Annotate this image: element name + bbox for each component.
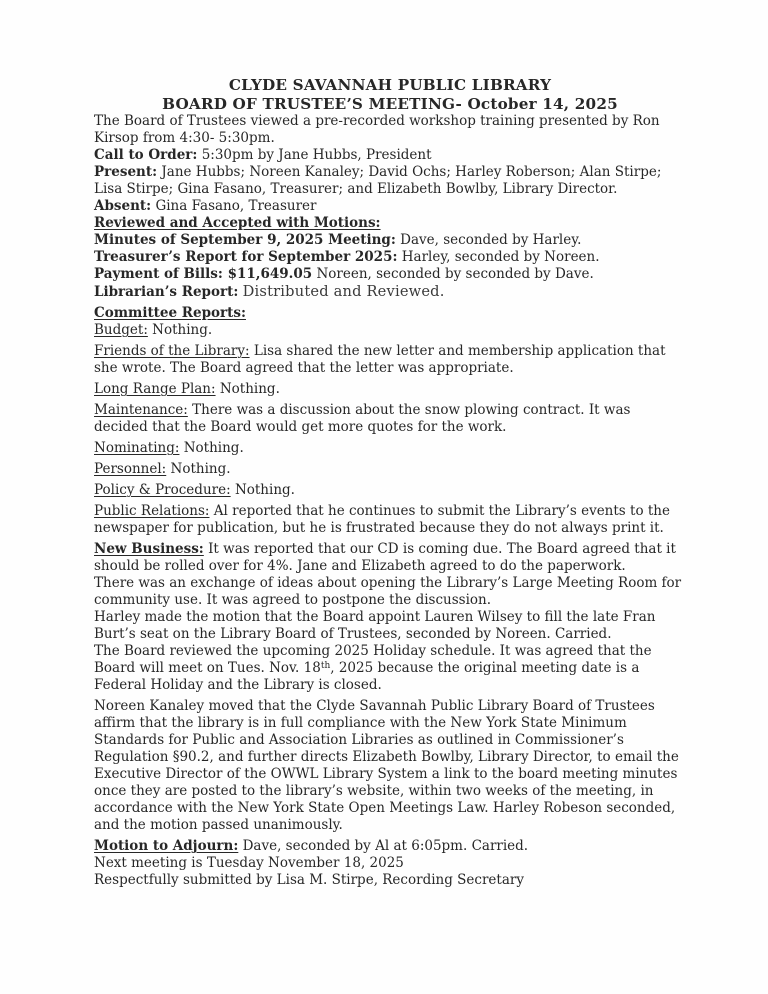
- public-relations-text: Al reported that he continues to submit the Library’s events to the newspaper for publication, but he is frustrated because they do not always print it.: [94, 503, 670, 536]
- budget-text: Nothing.: [152, 322, 213, 338]
- call-to-order-line: [94, 147, 686, 164]
- friends-label: Friends of the Library:: [94, 343, 250, 359]
- maintenance-line: [94, 402, 686, 436]
- treasurer-report-line: [94, 249, 686, 266]
- personnel-text: Nothing.: [170, 461, 231, 477]
- minutes-motion-line: [94, 232, 686, 249]
- motion-to-adjourn-line: [94, 838, 686, 855]
- long-range-plan-label: Long Range Plan:: [94, 381, 216, 397]
- new-business-text: It was reported that our CD is coming due. The Board agreed that it should be rolled over for 4%. Jane and Elizabeth agreed to do the paperwork.: [94, 541, 676, 574]
- public-relations-label: Public Relations:: [94, 503, 210, 519]
- treasurer-report-label: Treasurer’s Report for September 2025:: [94, 249, 398, 265]
- absent-label: Absent:: [94, 198, 152, 214]
- nominating-text: Nothing.: [183, 440, 244, 456]
- librarians-report-text: Distributed and Reviewed.: [242, 283, 445, 300]
- new-business-label: New Business:: [94, 541, 204, 557]
- budget-label: Budget:: [94, 322, 148, 338]
- friends-text: Lisa shared the new letter and membership application that she wrote. The Board agreed that the letter was appropriate.: [94, 343, 666, 376]
- payment-of-bills-text: Noreen, seconded by seconded by Dave.: [316, 266, 594, 282]
- meeting-title: BOARD OF TRUSTEE’S MEETING- October 14, 2025: [162, 94, 618, 113]
- holiday-ordinal-suffix: th: [320, 661, 331, 671]
- minutes-motion-label: Minutes of September 9, 2025 Meeting:: [94, 232, 396, 248]
- present-text: Jane Hubbs; Noreen Kanaley; David Ochs; Harley Roberson; Alan Stirpe; Lisa Stirpe; Gina Fasano, Treasurer; and Elizabeth Bowlby, Library Director.: [94, 164, 662, 197]
- committee-reports-heading-text: Committee Reports:: [94, 305, 246, 321]
- public-relations-line: [94, 503, 686, 537]
- present-line: [94, 164, 686, 198]
- committee-reports-heading: [94, 305, 686, 322]
- minutes-motion-text: Dave, seconded by Harley.: [400, 232, 582, 248]
- workshop-note: The Board of Trustees viewed a pre-recorded workshop training presented by Ron Kirsop from 4:30- 5:30pm.: [94, 113, 660, 146]
- policy-procedure-label: Policy & Procedure:: [94, 482, 231, 498]
- next-meeting-line: Next meeting is Tuesday November 18, 2025: [94, 855, 404, 871]
- call-to-order-label: Call to Order:: [94, 147, 198, 163]
- long-range-plan-text: Nothing.: [219, 381, 280, 397]
- submitted-line: Respectfully submitted by Lisa M. Stirpe, Recording Secretary: [94, 872, 524, 888]
- maintenance-label: Maintenance:: [94, 402, 188, 418]
- budget-line: [94, 322, 686, 339]
- absent-line: [94, 198, 686, 215]
- maintenance-text: There was a discussion about the snow plowing contract. It was decided that the Board would get more quotes for the work.: [94, 402, 631, 435]
- holiday-schedule-line: [94, 643, 686, 694]
- holiday-schedule-post: , 2025 because the original meeting date is a Federal Holiday and the Library is closed.: [94, 660, 640, 693]
- motion-to-adjourn-text: Dave, seconded by Al at 6:05pm. Carried.: [242, 838, 529, 854]
- long-range-plan-line: [94, 381, 686, 398]
- motions-heading-text: Reviewed and Accepted with Motions:: [94, 215, 381, 231]
- payment-of-bills-line: [94, 266, 686, 283]
- policy-procedure-text: Nothing.: [234, 482, 295, 498]
- payment-of-bills-label: Payment of Bills: $11,649.05: [94, 266, 313, 282]
- new-business-meeting-room-line: There was an exchange of ideas about opening the Library’s Large Meeting Room for community use. It was agreed to postpone the discussion.: [94, 575, 682, 608]
- friends-line: [94, 343, 686, 377]
- new-business-appointment-line: Harley made the motion that the Board appoint Lauren Wilsey to fill the late Fran Burt’s seat on the Library Board of Trustees, seconded by Noreen. Carried.: [94, 609, 656, 642]
- holiday-schedule-pre: The Board reviewed the upcoming 2025 Holiday schedule. It was agreed that the Board will meet on Tues. Nov. 18: [94, 643, 652, 676]
- compliance-motion-para: Noreen Kanaley moved that the Clyde Savannah Public Library Board of Trustees affirm that the library is in full compliance with the New York State Minimum Standards for Public and Association Libraries as outlined in Commissioner’s Regulation §90.2, and further directs Elizabeth Bowlby, Library Director, to email the Executive Director of the OWWL Library System a link to the board meeting minutes once they are posted to the library’s website, within two weeks of the meeting, in accordance with the New York State Open Meetings Law. Harley Robeson seconded, and the motion passed unanimously.: [94, 698, 679, 833]
- motions-heading: [94, 215, 686, 232]
- present-label: Present:: [94, 164, 158, 180]
- new-business-para: [94, 541, 686, 575]
- absent-text: Gina Fasano, Treasurer: [155, 198, 317, 214]
- librarians-report-label: Librarian’s Report:: [94, 284, 239, 300]
- call-to-order-text: 5:30pm by Jane Hubbs, President: [201, 147, 432, 163]
- personnel-line: [94, 461, 686, 478]
- policy-procedure-line: [94, 482, 686, 499]
- librarians-report-line: [94, 283, 686, 301]
- nominating-line: [94, 440, 686, 457]
- nominating-label: Nominating:: [94, 440, 180, 456]
- library-name-title: CLYDE SAVANNAH PUBLIC LIBRARY: [228, 76, 552, 94]
- treasurer-report-text: Harley, seconded by Noreen.: [401, 249, 600, 265]
- motion-to-adjourn-label: Motion to Adjourn:: [94, 838, 239, 854]
- personnel-label: Personnel:: [94, 461, 167, 477]
